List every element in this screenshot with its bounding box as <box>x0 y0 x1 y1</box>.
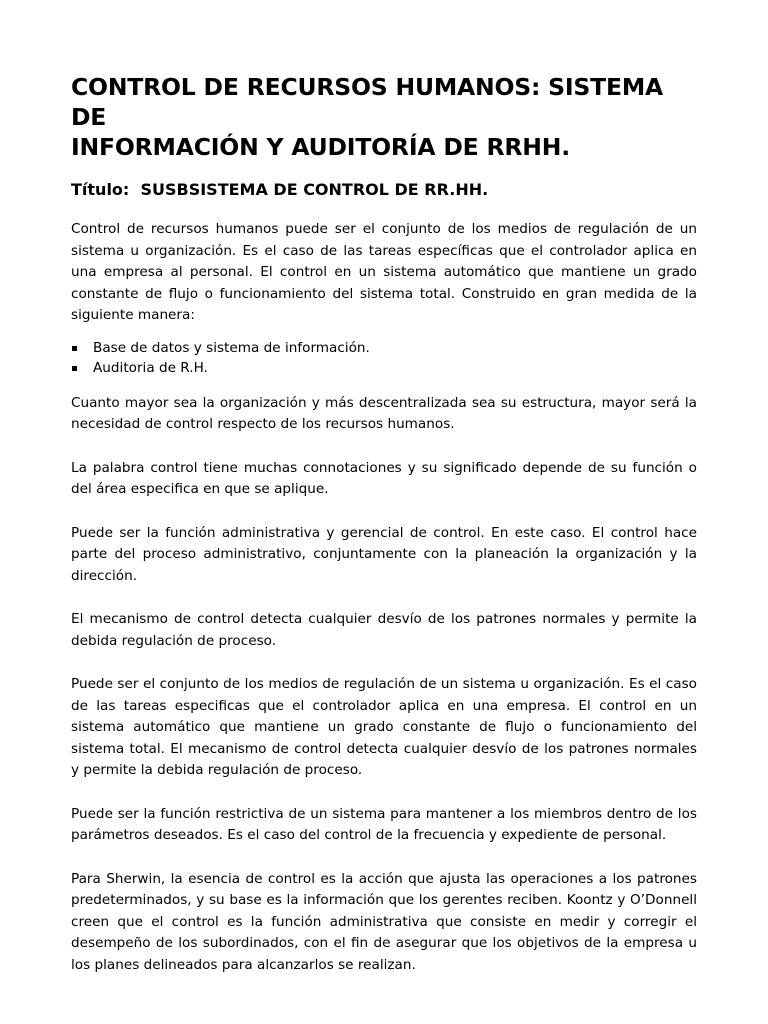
bullet-item <box>71 338 697 358</box>
bullet-text: Auditoria de R.H. <box>93 359 208 376</box>
subtitle-value: SUSBSISTEMA DE CONTROL DE RR.HH. <box>140 180 489 199</box>
heading-line-1: CONTROL DE RECURSOS HUMANOS: SISTEMA DE <box>71 73 663 131</box>
paragraph-word-control: La palabra control tiene muchas connotaciones y su significado depende de su función o del área especifica en que se aplique. <box>71 459 697 497</box>
paragraph-control-mechanism: El mecanismo de control detecta cualquier desvío de los patrones normales y permite la debida regulación de proceso. <box>71 611 697 649</box>
paragraph-organization-size: Cuanto mayor sea la organización y más descentralizada sea su estructura, mayor será la necesidad de control respecto de los recursos humanos. <box>71 394 697 432</box>
paragraph-regulation-means: Puede ser el conjunto de los medios de regulación de un sistema u organización. Es el caso de las tareas especificas que el controlador aplica en una empresa. El control en un sistema automático que mantiene un grado constante de flujo o funcionamiento del sistema total. El mecanismo de control detecta cualquier desvío de los patrones normales y permite la debida regulación de proceso. <box>71 676 697 778</box>
bullet-list <box>71 338 697 378</box>
paragraph-intro: Control de recursos humanos puede ser el conjunto de los medios de regulación de un sistema u organización. Es el caso de las tareas específicas que el controlador aplica en una empresa al personal. El control en un sistema automático que mantiene un grado constante de flujo o funcionamiento del sistema total. Construido en gran medida de la siguiente manera: <box>71 221 697 323</box>
document-heading <box>71 72 697 162</box>
bullet-text: Base de datos y sistema de información. <box>93 339 370 356</box>
paragraph-restrictive-function: Puede ser la función restrictiva de un sistema para mantener a los miembros dentro de los parámetros deseados. Es el caso del control de la frecuencia y expediente de personal. <box>71 805 697 843</box>
bullet-square-icon <box>72 346 77 351</box>
document-subtitle <box>71 179 697 201</box>
heading-line-2: INFORMACIÓN Y AUDITORÍA DE RRHH. <box>71 133 570 161</box>
paragraph-administrative-function: Puede ser la función administrativa y gerencial de control. En este caso. El control hace parte del proceso administrativo, conjuntamente con la planeación la organización y la dirección. <box>71 524 697 584</box>
subtitle-label: Título: <box>71 180 130 199</box>
bullet-item <box>71 358 697 378</box>
document-page <box>71 72 697 976</box>
paragraph-sherwin-koontz: Para Sherwin, la esencia de control es la acción que ajusta las operaciones a los patrones predeterminados, y su base es la información que los gerentes reciben. Koontz y O’Donnell creen que el control es la función administrativa que consiste en medir y corregir el desempeño de los subordinados, con el fin de asegurar que los objetivos de la empresa u los planes delineados para alcanzarlos se realizan. <box>71 870 697 973</box>
bullet-square-icon <box>72 366 77 371</box>
